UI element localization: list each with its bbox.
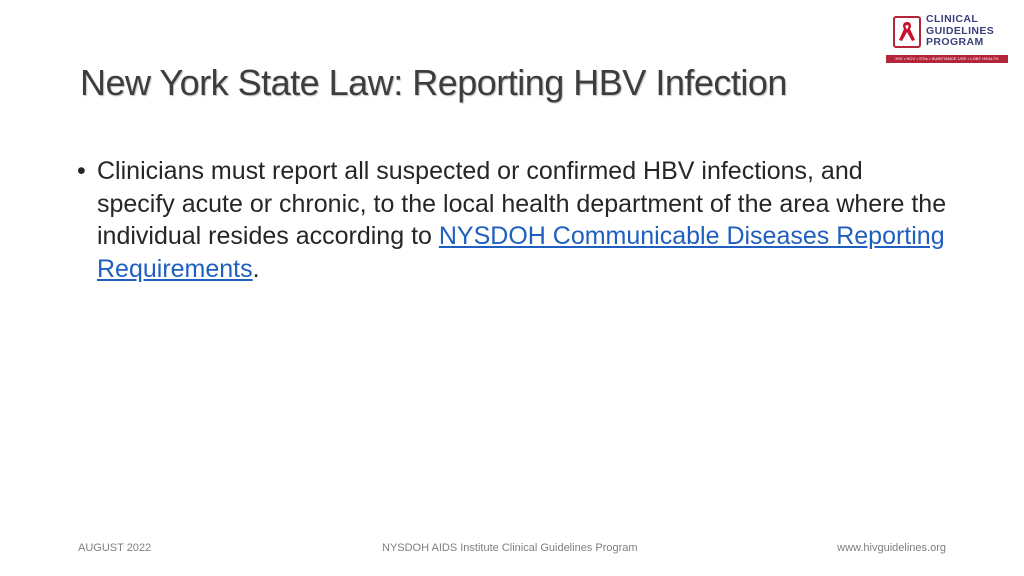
logo-wordmark [926, 14, 994, 49]
footer-website: www.hivguidelines.org [837, 542, 946, 554]
clinical-guidelines-program-logo [886, 14, 1008, 64]
ribbon-icon [893, 16, 921, 48]
slide-title: New York State Law: Reporting HBV Infection [80, 62, 787, 103]
logo-line-3: PROGRAM [926, 36, 984, 48]
bullet-item [77, 155, 947, 285]
footer-program: NYSDOH AIDS Institute Clinical Guidelines Program [382, 542, 638, 554]
logo-line-2: GUIDELINES [926, 24, 995, 37]
logo-tagline-strip: HIV • HCV • STIs • SUBSTANCE USE • LGBT HEALTH [886, 55, 1008, 63]
bullet-text: Clinicians must report all suspected or confirmed HBV infections, and specify acute or chronic, to the local health department of the area where the individual resides according to [97, 157, 947, 250]
nysdoh-reporting-requirements-link[interactable]: NYSDOH Communicable Diseases Reporting Requirements [97, 222, 945, 283]
bullet-text-end: . [252, 254, 260, 283]
slide-body [77, 155, 947, 285]
bullet-point-icon: • [77, 157, 86, 185]
footer-date: AUGUST 2022 [78, 542, 152, 554]
logo-line-1: CLINICAL [926, 13, 979, 25]
bullet-paragraph [97, 155, 947, 285]
